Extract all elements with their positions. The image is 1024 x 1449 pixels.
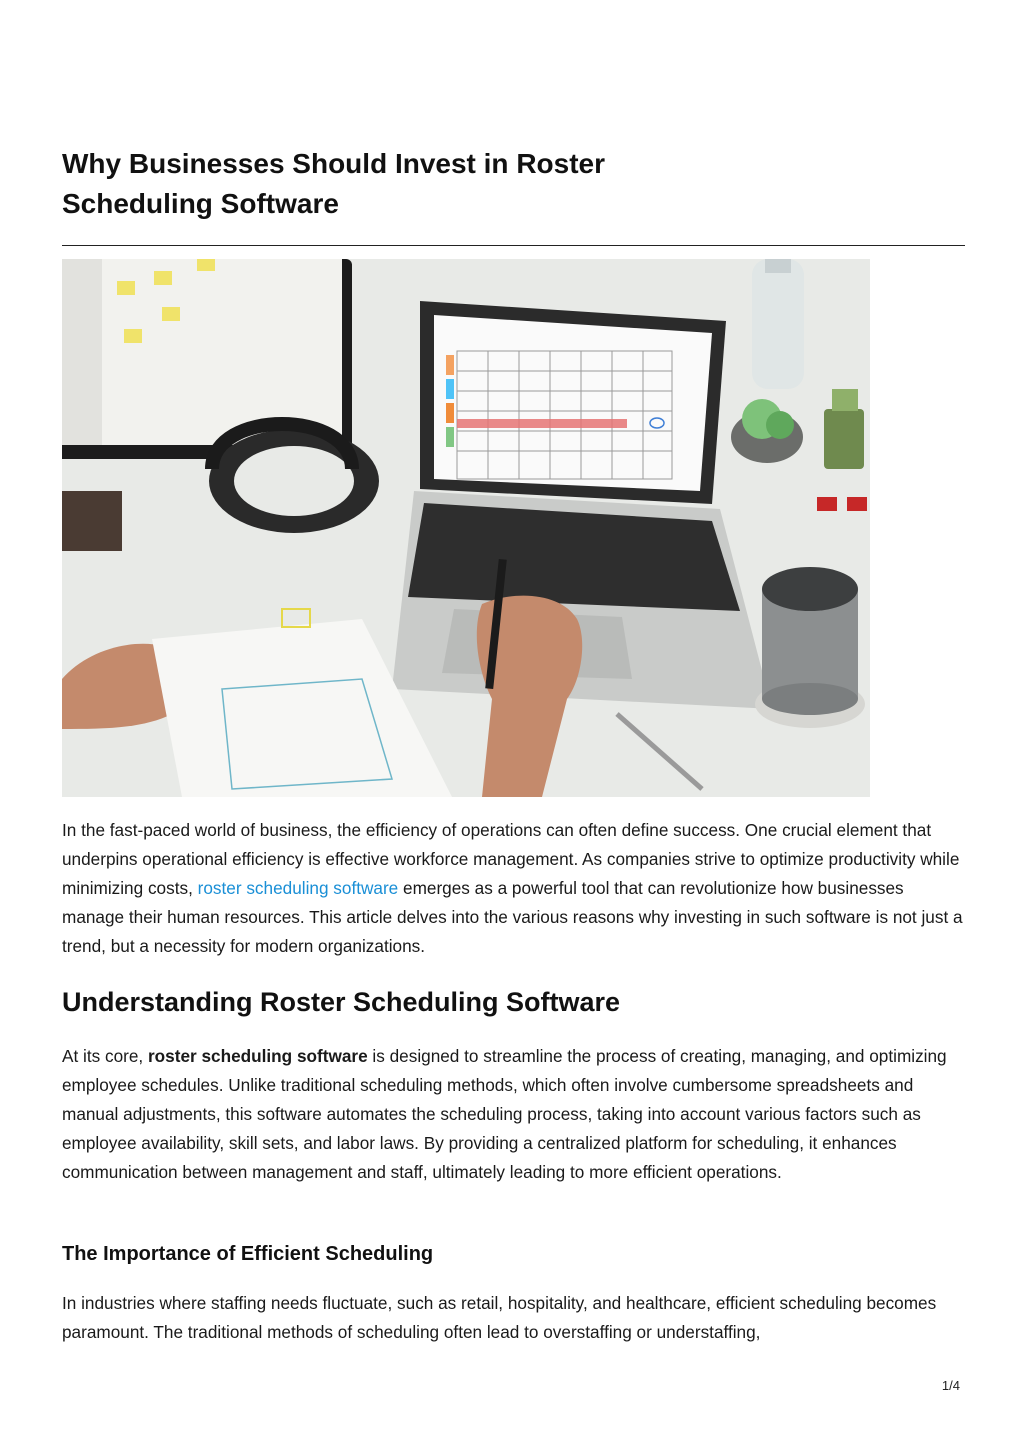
page-number: 1/4 [941, 1378, 960, 1393]
importance-paragraph: In industries where staffing needs fluctuate, such as retail, hospitality, and healthcare, efficient scheduling becomes paramount. The traditional methods of scheduling often lead to overstaffing or understaffing, [62, 1293, 937, 1342]
understanding-bold-term: roster scheduling software [147, 1046, 368, 1066]
intro-text-end: emerges as a powerful tool that can revolutionize how businesses manage their human resources. This article delves into the various reasons why investing in such software is not just a trend, but a necessity for modern organizations. [62, 878, 963, 956]
section-heading-understanding: Understanding Roster Scheduling Software [62, 987, 621, 1017]
intro-text-start: In the fast-paced world of business, the efficiency of operations can often define success. One crucial element that underpins operational efficiency is effective workforce management. As companies strive to optimize productivity while minimizing costs, [62, 820, 960, 898]
understanding-text-start: At its core, [62, 1046, 148, 1066]
title-divider [62, 245, 965, 246]
intro-paragraph [62, 816, 967, 961]
understanding-text-rest: is designed to streamline the process of creating, managing, and optimizing employee schedules. Unlike traditional scheduling methods, which often involve cumbersome spreadsheets and manual adjustments, this software automates the scheduling process, taking into account various factors such as employee availability, skill sets, and labor laws. By providing a centralized platform for scheduling, it enhances communication between management and staff, ultimately leading to more efficient operations. [62, 1046, 947, 1182]
roster-scheduling-link[interactable]: roster scheduling software [197, 878, 399, 898]
section-heading-importance: The Importance of Efficient Scheduling [62, 1243, 434, 1265]
page-title: Why Businesses Should Invest in Roster Scheduling Software [62, 148, 606, 219]
understanding-paragraph [62, 1042, 967, 1187]
hero-image [62, 259, 870, 797]
